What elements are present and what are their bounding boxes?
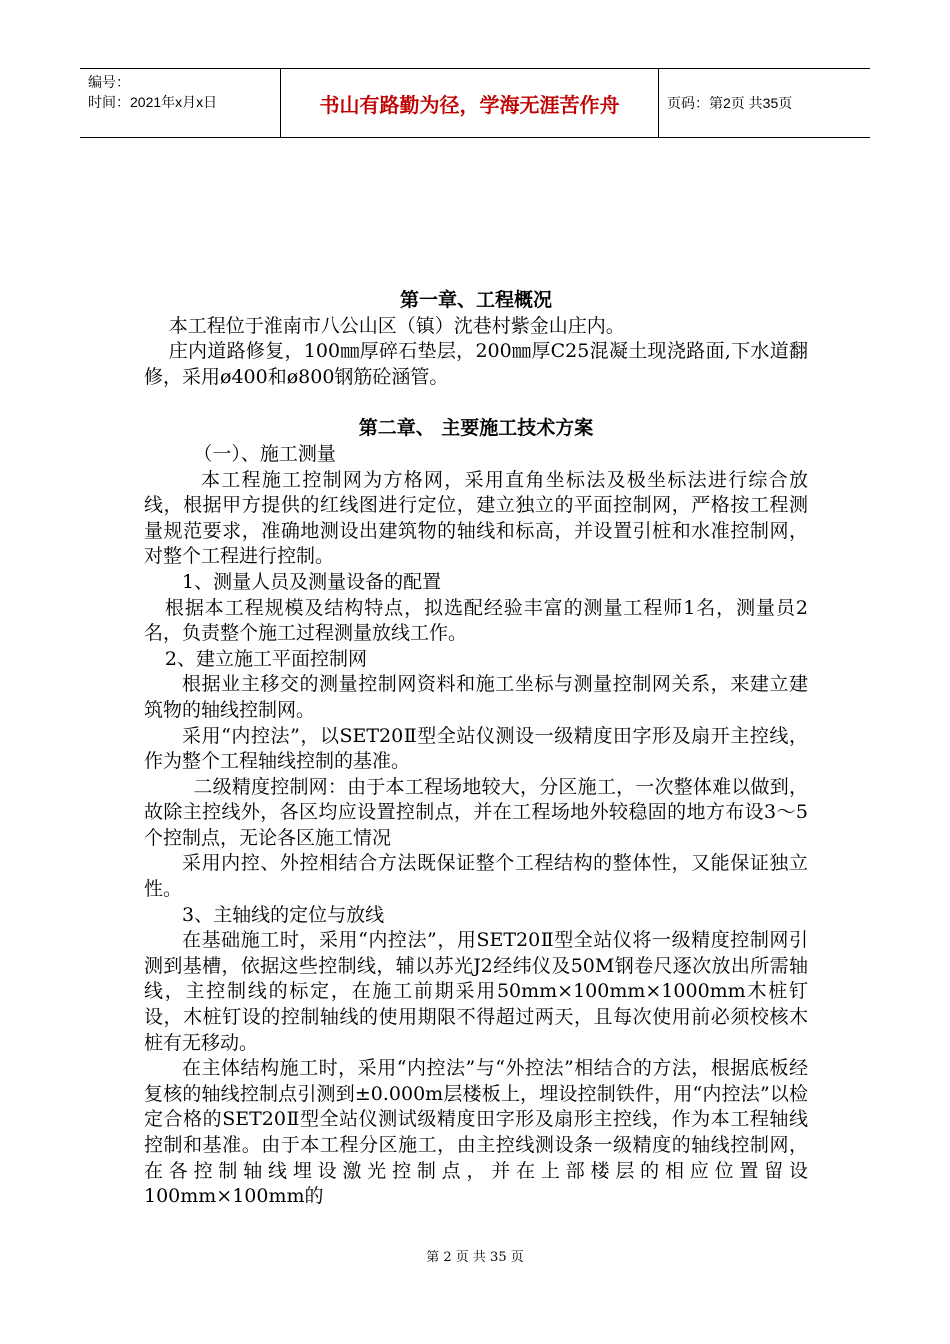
chapter-1-title: 第一章、工程概况 (399, 289, 552, 311)
paragraph: 根据本工程规模及结构特点，拟选配经验丰富的测量工程师1名，测量员2名，负责整个施工过程测量放线工作。 (144, 596, 808, 645)
page-header (80, 68, 870, 138)
paragraph: 本工程施工控制网为方格网，采用直角坐标法及极坐标法进行综合放线，根据甲方提供的红线图进行定位，建立独立的平面控制网，严格按工程测量规范要求，准确地测设出建筑物的轴线和标高，并设置引桩和水准控制网，对整个工程进行控制。 (144, 468, 808, 568)
subsection-heading: 3、主轴线的定位与放线 (182, 903, 385, 926)
section-heading: （一）、施工测量 (193, 442, 336, 465)
paragraph: 在基础施工时，采用“内控法”，用SET20Ⅱ型全站仪将一级精度控制网引测到基槽，依据这些控制线，辅以苏光J2经纬仪及50M钢卷尺逐次放出所需轴线，主控制线的标定，在施工前期采用50mm×100mm×1000mm木桩钉设，木桩钉设的控制轴线的使用期限不得超过两天，且每次使用前必须校核木桩有无移动。 (144, 929, 808, 1054)
subsection-heading: 1、测量人员及测量设备的配置 (182, 570, 442, 593)
header-page-label: 页码：第2页 共35页 (667, 95, 793, 111)
paragraph: 采用内控、外控相结合方法既保证整个工程结构的整体性，又能保证独立性。 (144, 852, 808, 901)
header-motto: 书山有路勤为径，学海无涯苦作舟 (281, 69, 659, 137)
paragraph: 采用“内控法”，以SET20Ⅱ型全站仪测设一级精度田字形及扇开主控线，作为整个工程轴线控制的基准。 (144, 724, 808, 773)
paragraph: 本工程位于淮南市八公山区（镇）沈巷村紫金山庄内。 (168, 314, 625, 337)
chapter-2-title: 第二章、 主要施工技术方案 (358, 417, 594, 440)
number-label: 编号： (88, 74, 130, 90)
paragraph: 根据业主移交的测量控制网资料和施工坐标与测量控制网关系，来建立建筑物的轴线控制网。 (144, 673, 808, 721)
header-meta (80, 69, 281, 137)
document-body (144, 288, 808, 1210)
paragraph: 庄内道路修复，100㎜厚碎石垫层，200㎜厚C25混凝土现浇路面,下水道翻修，采用ø400和ø800钢筋砼涵管。 (144, 340, 808, 388)
paragraph: 二级精度控制网：由于本工程场地较大，分区施工，一次整体难以做到，故除主控线外，各区均应设置控制点，并在工程场地外较稳固的地方布设3～5个控制点，无论各区施工情况 (144, 775, 808, 849)
page-footer: 第 2 页 共 35 页 (426, 1250, 524, 1265)
spacer (144, 390, 808, 416)
paragraph: 在主体结构施工时，采用“内控法”与“外控法”相结合的方法，根据底板经复核的轴线控制点引测到±0.000m层楼板上，埋设控制铁件，用“内控法”以检定合格的SET20Ⅱ型全站仪测试级精度田字形及扇形主控线，作为本工程轴线控制和基准。由于本工程分区施工，由主控线测设条一级精度的轴线控制网，在各控制轴线埋设激光控制点，并在上部楼层的相应位置留设100mm×100mm的 (144, 1057, 808, 1208)
subsection-heading: 2、建立施工平面控制网 (164, 647, 367, 670)
time-label: 时间：2021年x月x日 (88, 94, 218, 110)
